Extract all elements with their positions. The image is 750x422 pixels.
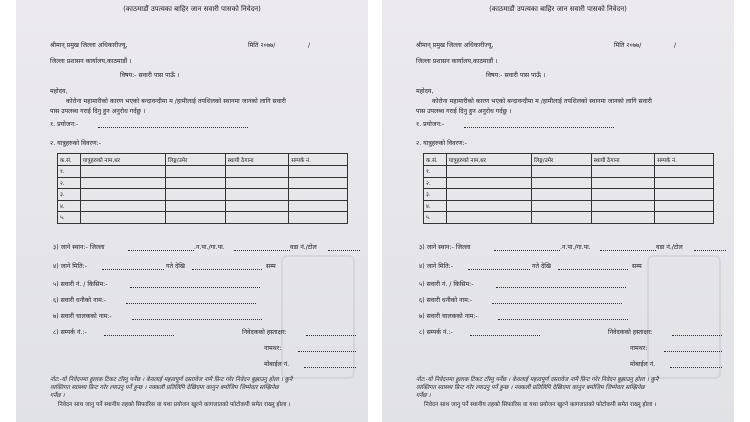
travel-from-field[interactable]	[468, 263, 530, 270]
table-cell[interactable]	[655, 200, 714, 212]
table-cell[interactable]	[289, 212, 348, 224]
passenger-table	[423, 153, 714, 224]
driver-label: ७) सवारी चालकको नाम:-	[53, 313, 112, 320]
table-cell[interactable]	[225, 166, 289, 178]
note-line-1: नोट:-यो निवेदनमा हुलाक टिकट टाँस्नु पर्नेछ । केवलाई महत्वपूर्ण दस्तावेज नामै प्रिन्ट गरेर निवेदन बुझाउनु होला । कुनै	[416, 377, 659, 383]
driver-label: ७) सवारी चालकको नाम:-	[419, 313, 478, 320]
table-cell[interactable]	[225, 189, 289, 201]
salutation: महोदय,	[416, 88, 434, 95]
table-cell[interactable]	[655, 189, 714, 201]
travel-date-label: ४) जाने मिति:-	[53, 263, 87, 270]
table-row	[58, 166, 348, 178]
table-row	[58, 189, 348, 201]
table-cell[interactable]	[591, 200, 655, 212]
vehicle-number-field[interactable]	[496, 281, 626, 288]
table-row	[58, 212, 348, 224]
travel-to-label: सम्म	[266, 263, 276, 270]
owner-label: ६) सवारी धनीको नाम:-	[419, 297, 473, 304]
table-cell[interactable]	[531, 177, 591, 189]
table-cell[interactable]	[446, 177, 531, 189]
table-cell[interactable]	[591, 212, 655, 224]
note-line-4: निवेदन साथ जानु पर्ने स्थानीय तहको सिफारिस वा यथा प्रयोजन खुल्ने कागजातको फोटोकपी समेत राख्नु होला ।	[58, 402, 291, 408]
table-cell[interactable]	[80, 166, 165, 178]
row-number: ३.	[424, 189, 447, 201]
row-number: १.	[424, 166, 447, 178]
table-cell[interactable]	[80, 189, 165, 201]
form-sheet-right	[382, 0, 734, 422]
date-label: मिति २०७७/	[248, 42, 276, 49]
table-cell[interactable]	[655, 177, 714, 189]
table-row	[58, 200, 348, 212]
applicant-name-field[interactable]	[298, 345, 356, 352]
owner-field[interactable]	[126, 297, 256, 304]
contact-label: ८) सम्पर्क नं.:-	[53, 329, 87, 336]
destination-ward-label: वडा नं./टोल	[290, 244, 317, 251]
passenger-table	[57, 153, 348, 224]
table-cell[interactable]	[80, 177, 165, 189]
note-line-3: गर्नेछ ।	[50, 393, 65, 399]
destination-label: ३) जाने स्थान:- जिल्ला	[53, 244, 105, 251]
note-line-2: व्यक्तिगत स्वास्थ्य प्रिन्ट गरेर ल्याउनु पर्ने हुन्छ । नक्कली प्रतिलिपि देखिएमा कानुन बमोजिम जिम्मेवार सम्झिनेछ	[50, 385, 279, 391]
table-cell[interactable]	[655, 166, 714, 178]
applicant-mobile-field[interactable]	[304, 361, 356, 368]
table-cell[interactable]	[289, 189, 348, 201]
table-cell[interactable]	[225, 200, 289, 212]
applicant-signature-field[interactable]	[672, 329, 722, 336]
table-cell[interactable]	[655, 212, 714, 224]
owner-label: ६) सवारी धनीको नाम:-	[53, 297, 107, 304]
table-cell[interactable]	[165, 177, 225, 189]
table-cell[interactable]	[531, 166, 591, 178]
table-cell[interactable]	[289, 166, 348, 178]
contact-field[interactable]	[104, 329, 174, 336]
table-header-cell: क.सं.	[58, 154, 81, 166]
applicant-mobile-label: मोबाईल नं.	[264, 361, 290, 368]
passenger-details-label: २. यात्रुहरुको विवरण:-	[416, 140, 467, 147]
destination-municipality-label: .न.पा./गा.पा.	[560, 244, 591, 251]
date-label: मिति २०७७/	[614, 42, 642, 49]
table-header-cell: लिङ्ग/उमेर	[531, 154, 591, 166]
travel-to-label: सम्म	[632, 263, 642, 270]
table-cell[interactable]	[446, 166, 531, 178]
municipality-field[interactable]	[234, 244, 290, 251]
table-cell[interactable]	[591, 166, 655, 178]
row-number: ५.	[424, 212, 447, 224]
table-header-cell: यात्रुहरुको नाम,थर	[446, 154, 531, 166]
note-line-3: गर्नेछ ।	[416, 393, 431, 399]
subject-line: विषय:- सवारी पास पाऊँ ।	[486, 72, 546, 79]
table-cell[interactable]	[531, 200, 591, 212]
district-field[interactable]	[494, 244, 560, 251]
travel-from-label: गते देखि	[166, 263, 185, 270]
row-number: ३.	[58, 189, 81, 201]
applicant-signature-field[interactable]	[306, 329, 356, 336]
form-title: (काठमाडौं उपत्यका बाहिर जान सवारी पासको निवेदन)	[123, 5, 261, 13]
destination-ward-label: वडा नं./टोल	[656, 244, 683, 251]
date-slash: /	[308, 42, 311, 49]
row-number: २.	[58, 177, 81, 189]
row-number: ४.	[424, 200, 447, 212]
travel-date-label: ४) जाने मिति:-	[419, 263, 453, 270]
table-cell[interactable]	[225, 177, 289, 189]
body-line-1: कोरोना महामारीको कारण भएको बन्दावन्दीमा म /हामीलाई तपशिलको स्थानमा जानको लागि सवारी	[66, 98, 286, 105]
note-line-4: निवेदन साथ जानु पर्ने स्थानीय तहको सिफारिस वा यथा प्रयोजन खुल्ने कागजातको फोटोकपी समेत राख्नु होला ।	[424, 402, 657, 408]
table-header-cell: यात्रुहरुको नाम,थर	[80, 154, 165, 166]
table-row	[424, 200, 714, 212]
table-cell[interactable]	[531, 212, 591, 224]
row-number: १.	[58, 166, 81, 178]
purpose-field[interactable]	[464, 121, 614, 128]
driver-field[interactable]	[132, 313, 262, 320]
table-cell[interactable]	[165, 200, 225, 212]
applicant-mobile-field[interactable]	[670, 361, 722, 368]
body-line-2: पास उपलब्ध गराई दिनु हुन अनुरोध गर्दछु ।	[416, 108, 512, 115]
row-number: ४.	[58, 200, 81, 212]
vehicle-number-label: ५) सवारी नं. / किसिम:-	[419, 281, 474, 288]
table-cell[interactable]	[591, 177, 655, 189]
travel-to-field[interactable]	[192, 263, 262, 270]
table-cell[interactable]	[289, 177, 348, 189]
row-number: २.	[424, 177, 447, 189]
table-cell[interactable]	[591, 189, 655, 201]
table-row	[58, 177, 348, 189]
addressee-line-1: श्रीमान् प्रमुख जिल्ला अधिकारीज्यू,	[50, 42, 128, 49]
table-header-cell: सम्पर्क नं.	[655, 154, 714, 166]
table-header-cell: स्थायी ठेगाना	[225, 154, 289, 166]
table-header-cell: लिङ्ग/उमेर	[165, 154, 225, 166]
row-number: ५.	[58, 212, 81, 224]
addressee-line-2: जिल्ला प्रशासन कार्यालय,काठमाडौं ।	[50, 58, 132, 65]
travel-to-field[interactable]	[558, 263, 628, 270]
table-cell[interactable]	[80, 200, 165, 212]
municipality-field[interactable]	[600, 244, 656, 251]
table-cell[interactable]	[446, 212, 531, 224]
table-cell[interactable]	[446, 200, 531, 212]
table-row	[424, 189, 714, 201]
table-cell[interactable]	[165, 166, 225, 178]
subject-line: विषय:- सवारी पास पाऊँ ।	[120, 72, 180, 79]
vehicle-number-label: ५) सवारी नं. / किसिम:-	[53, 281, 108, 288]
driver-field[interactable]	[498, 313, 628, 320]
destination-municipality-label: .न.पा./गा.पा.	[194, 244, 225, 251]
purpose-field[interactable]	[98, 121, 248, 128]
travel-from-label: गते देखि	[532, 263, 551, 270]
contact-field[interactable]	[470, 329, 540, 336]
purpose-label: १. प्रयोजन:-	[50, 121, 79, 128]
destination-label: ३) जाने स्थान:- जिल्ला	[419, 244, 471, 251]
table-header-cell: स्थायी ठेगाना	[591, 154, 655, 166]
note-line-1: नोट:-यो निवेदनमा हुलाक टिकट टाँस्नु पर्नेछ । केवलाई महत्वपूर्ण दस्तावेज नामै प्रिन्ट गरेर निवेदन बुझाउनु होला । कुनै	[50, 377, 293, 383]
addressee-line-2: जिल्ला प्रशासन कार्यालय,काठमाडौं ।	[416, 58, 498, 65]
ward-field[interactable]	[694, 244, 726, 251]
owner-field[interactable]	[492, 297, 622, 304]
applicant-name-field[interactable]	[664, 345, 722, 352]
table-header-cell: क.सं.	[424, 154, 447, 166]
table-row	[424, 166, 714, 178]
date-slash: /	[674, 42, 677, 49]
passenger-details-label: २. यात्रुहरुको विवरण:-	[50, 140, 101, 147]
contact-label: ८) सम्पर्क नं.:-	[419, 329, 453, 336]
purpose-label: १. प्रयोजन:-	[416, 121, 445, 128]
table-cell[interactable]	[165, 189, 225, 201]
table-row	[424, 177, 714, 189]
table-cell[interactable]	[531, 189, 591, 201]
applicant-name-label: नामथर:	[264, 345, 282, 352]
table-cell[interactable]	[446, 189, 531, 201]
body-line-1: कोरोना महामारीको कारण भएको बन्दावन्दीमा म /हामीलाई तपशिलको स्थानमा जानको लागि सवारी	[432, 98, 652, 105]
table-cell[interactable]	[225, 212, 289, 224]
table-row	[424, 212, 714, 224]
salutation: महोदय,	[50, 88, 68, 95]
form-sheet-left	[16, 0, 368, 422]
applicant-signature-label: निवेदकको हस्ताक्षर:	[608, 329, 653, 336]
vehicle-number-field[interactable]	[130, 281, 260, 288]
body-line-2: पास उपलब्ध गराई दिनु हुन अनुरोध गर्दछु ।	[50, 108, 146, 115]
applicant-name-label: नामथर:	[630, 345, 648, 352]
applicant-signature-label: निवेदकको हस्ताक्षर:	[242, 329, 287, 336]
addressee-line-1: श्रीमान् प्रमुख जिल्ला अधिकारीज्यू,	[416, 42, 494, 49]
note-line-2: व्यक्तिगत स्वास्थ्य प्रिन्ट गरेर ल्याउनु पर्ने हुन्छ । नक्कली प्रतिलिपि देखिएमा कानुन बमोजिम जिम्मेवार सम्झिनेछ	[416, 385, 645, 391]
travel-from-field[interactable]	[102, 263, 164, 270]
table-cell[interactable]	[289, 200, 348, 212]
applicant-mobile-label: मोबाईल नं.	[630, 361, 656, 368]
table-cell[interactable]	[80, 212, 165, 224]
form-title: (काठमाडौं उपत्यका बाहिर जान सवारी पासको निवेदन)	[489, 5, 627, 13]
ward-field[interactable]	[328, 244, 360, 251]
district-field[interactable]	[128, 244, 194, 251]
table-cell[interactable]	[165, 212, 225, 224]
table-header-cell: सम्पर्क नं.	[289, 154, 348, 166]
